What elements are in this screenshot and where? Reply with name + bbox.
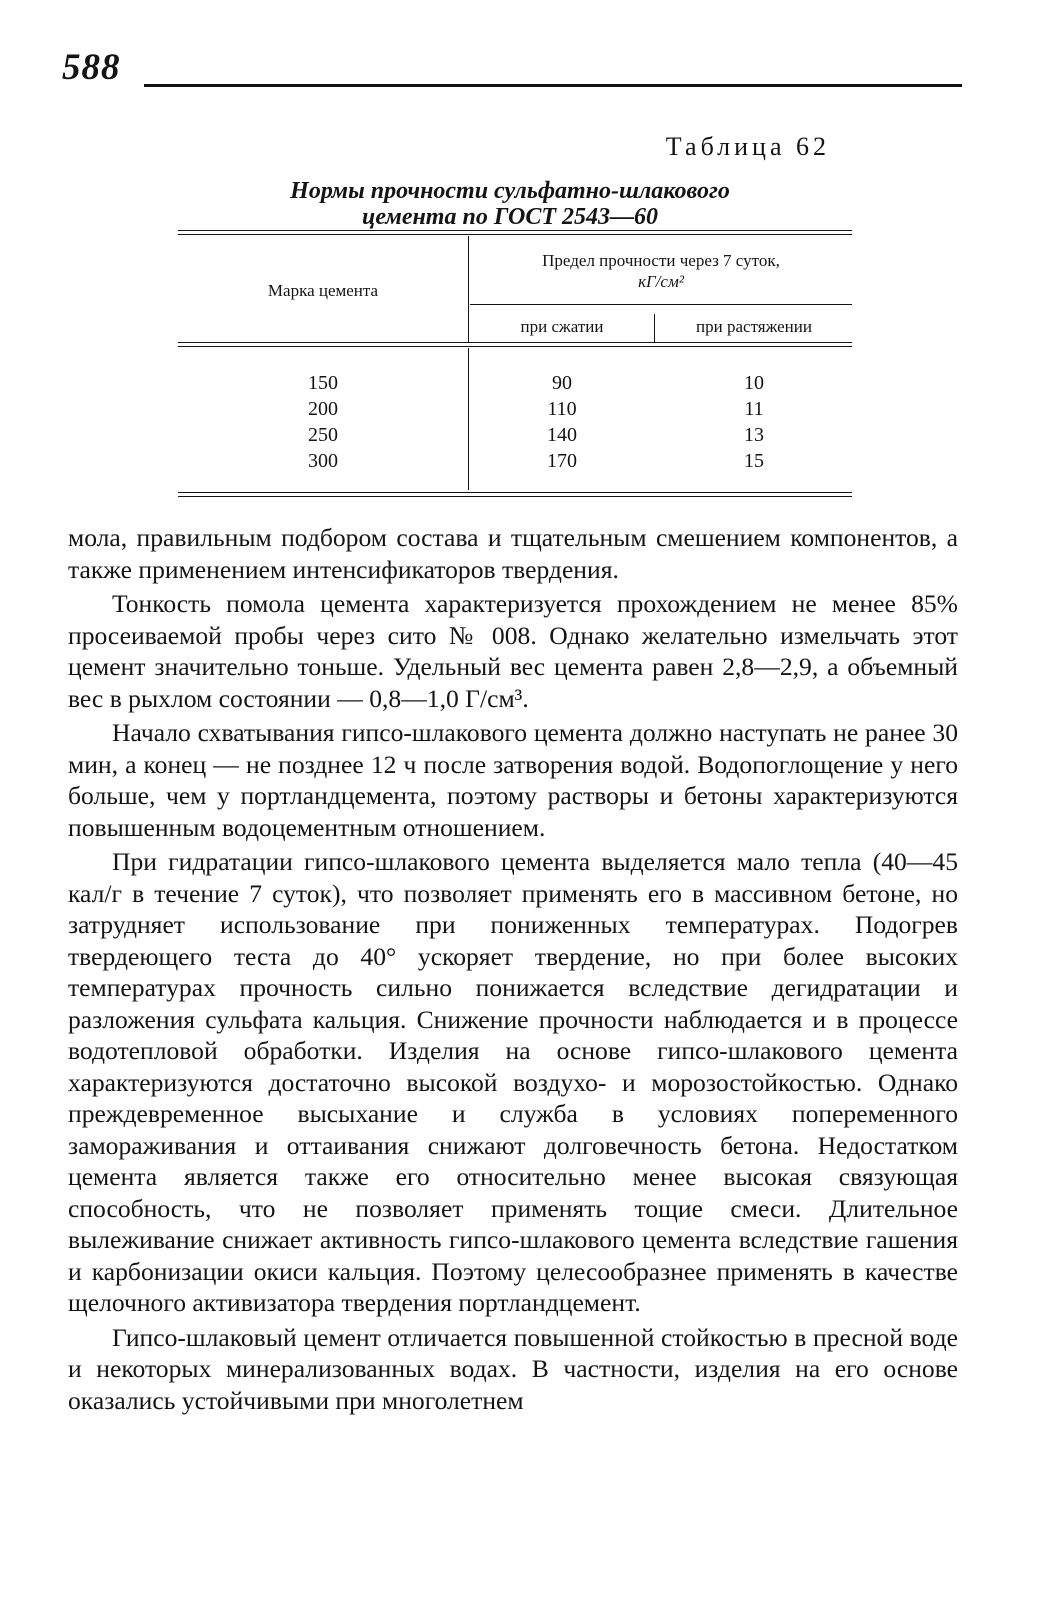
tension-value: 11 bbox=[744, 398, 764, 420]
table-top-rule bbox=[178, 230, 852, 231]
paragraph: мола, правильным подбором состава и тщательным смешением компонентов, а также применением интенсификаторов твердения. bbox=[68, 523, 958, 584]
column-header-brand: Марка цемента bbox=[267, 281, 379, 300]
table-title-line-2: цемента по ГОСТ 2543—60 bbox=[361, 204, 658, 230]
table-bottom-rule bbox=[178, 492, 852, 493]
subheader-vertical-divider bbox=[654, 314, 655, 342]
paragraph: При гидратации гипсо-шлакового цемента выделяется мало тепла (40—45 кал/г в течение 7 суток), что позволяет применять его в массивном бетоне, но затрудняет использование при пониженных температурах. Подогрев твердеющего теста до 40° ускоряет твердение, но при более высоких температурах прочность сильно понижается вследствие дегидратации и разложения сульфата кальция. Снижение прочности наблюдается и в процессе водотепловой обработки. Изделия на основе гипсо-шлакового цемента характеризуются достаточно высокой воздухо- и морозостойкостью. Однако преждевременное высыхание и служба в условиях попеременного замораживания и оттаивания снижают долговечность бетона. Недостатком цемента является также его относительно менее высокая связующая способность, что не позволяет применять тощие смеси. Длительное вылеживание снижает активность гипсо-шлакового цемента вследствие гашения и карбонизации окиси кальция. Поэтому целесообразнее применять в качестве щелочного активизатора твердения портландцемент. bbox=[68, 847, 958, 1317]
table-bottom-rule-inner bbox=[178, 496, 852, 497]
brand-value: 200 bbox=[308, 398, 338, 420]
body-text bbox=[68, 522, 958, 1416]
column-header-strength bbox=[470, 250, 852, 292]
header-bottom-rule bbox=[178, 342, 852, 343]
tension-value: 15 bbox=[744, 450, 764, 472]
paragraph: Начало схватывания гипсо-шлакового цемента должно наступать не ранее 30 мин, а конец — не позднее 12 ч после затворения водой. Водопоглощение у него больше, чем у портландцемента, поэтому растворы и бетоны характеризуются повышенным водоцементным отношением. bbox=[68, 718, 958, 842]
strength-header-rule bbox=[470, 304, 852, 305]
page-number: 588 bbox=[62, 47, 121, 88]
brand-value: 250 bbox=[308, 424, 338, 446]
compression-value: 170 bbox=[547, 450, 577, 472]
strength-table bbox=[178, 230, 852, 498]
paragraph: Тонкость помола цемента характеризуется прохождением не менее 85% просеиваемой пробы через сито № 008. Однако желательно измельчать этот цемент значительно тоньше. Удельный вес цемента равен 2,8—2,9, а объемный вес в рыхлом состоянии — 0,8—1,0 Г/см³. bbox=[68, 589, 958, 713]
body-vertical-divider bbox=[468, 348, 469, 490]
tension-value: 13 bbox=[744, 424, 764, 446]
header-rule bbox=[144, 84, 962, 87]
column-header-strength-unit: кГ/см² bbox=[638, 272, 684, 291]
table-title bbox=[160, 178, 860, 230]
brand-value: 150 bbox=[308, 372, 338, 394]
subheader-tension: при растяжении bbox=[696, 317, 812, 336]
table-top-rule-inner bbox=[178, 234, 852, 235]
header-vertical-divider bbox=[468, 236, 469, 342]
tension-column bbox=[656, 370, 852, 474]
compression-value: 90 bbox=[552, 372, 572, 394]
page-header bbox=[62, 46, 962, 96]
table-title-line-1: Нормы прочности сульфатно-шлакового bbox=[290, 178, 730, 204]
brand-column bbox=[178, 370, 468, 474]
subheader-compression: при сжатии bbox=[520, 317, 604, 336]
table-caption: Таблица 62 bbox=[665, 132, 830, 161]
header-bottom-rule-inner bbox=[178, 346, 852, 347]
tension-value: 10 bbox=[744, 372, 764, 394]
column-header-strength-line-1: Предел прочности через 7 суток, bbox=[542, 251, 780, 270]
compression-column bbox=[470, 370, 654, 474]
compression-value: 110 bbox=[547, 398, 577, 420]
paragraph: Гипсо-шлаковый цемент отличается повышенной стойкостью в пресной воде и некоторых минерализованных водах. В частности, изделия на его основе оказались устойчивыми при многолетнем bbox=[68, 1322, 958, 1415]
brand-value: 300 bbox=[308, 450, 338, 472]
compression-value: 140 bbox=[547, 424, 577, 446]
